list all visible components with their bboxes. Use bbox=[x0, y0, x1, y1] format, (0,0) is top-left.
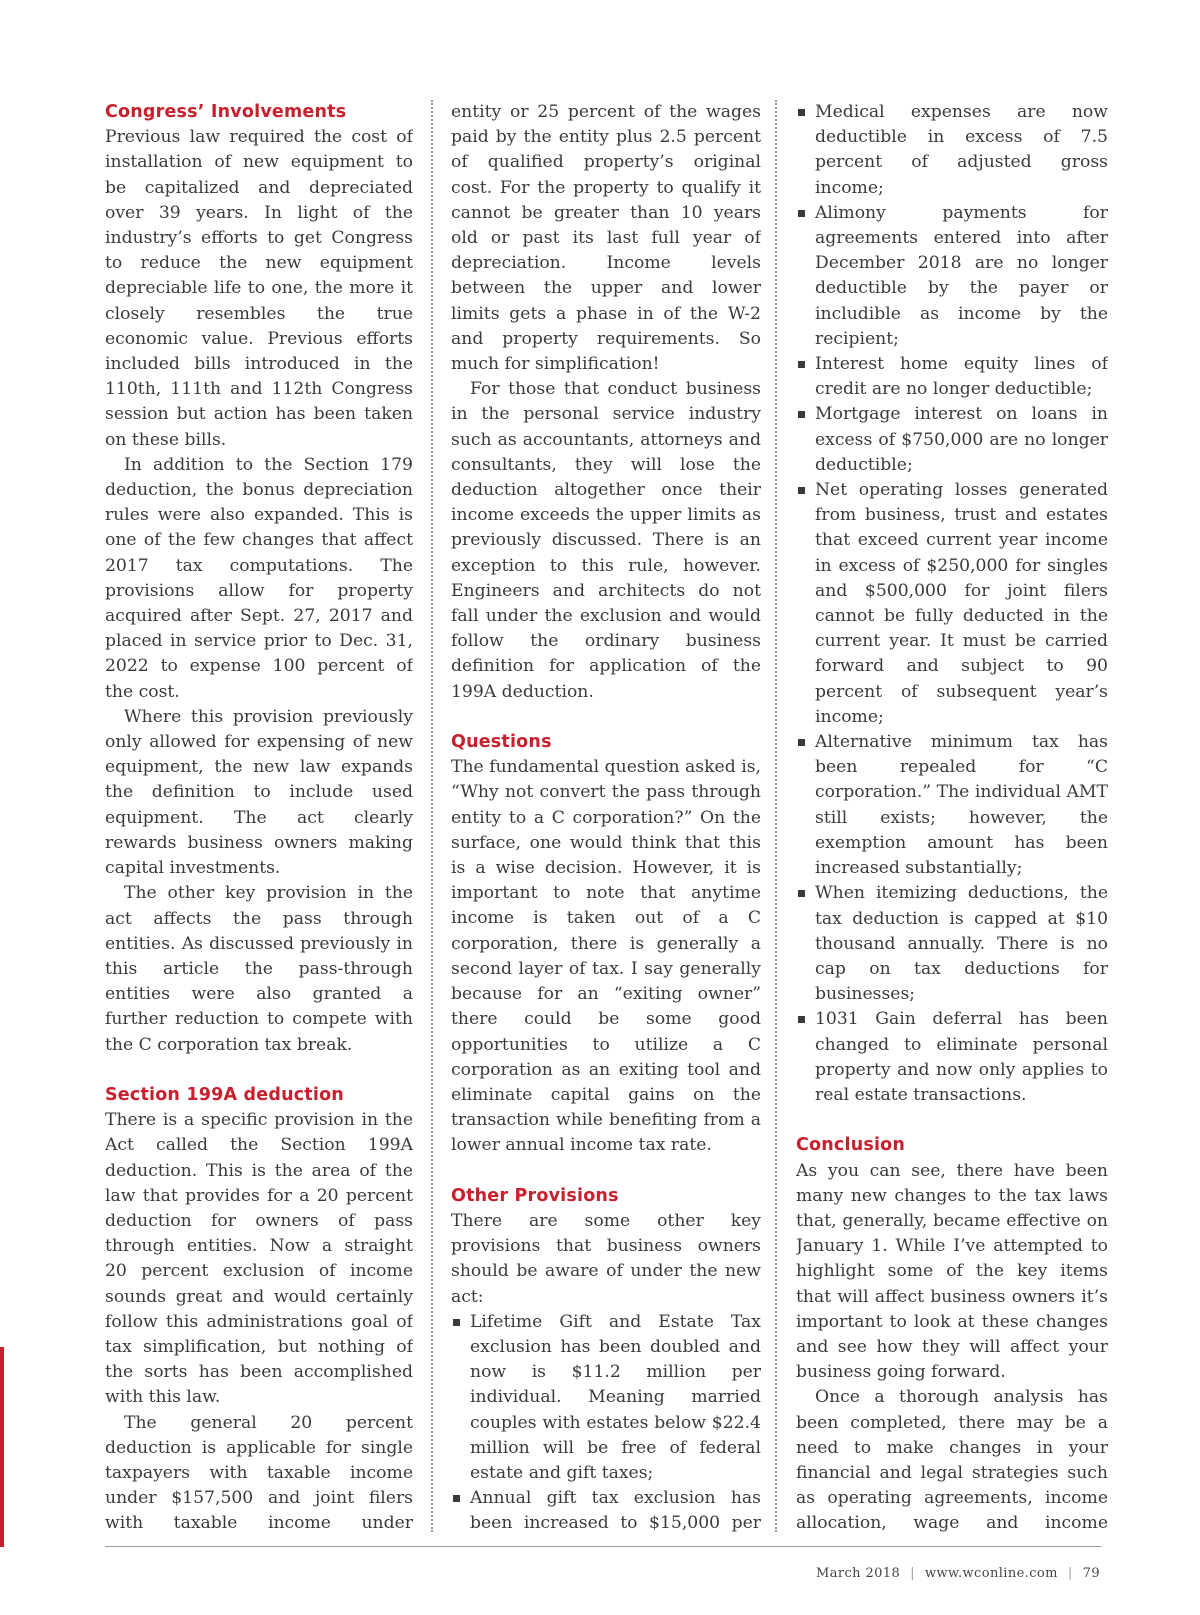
footer-separator: | bbox=[1067, 1566, 1073, 1581]
footer-separator: | bbox=[910, 1566, 915, 1581]
heading-other-provisions: Other Provisions bbox=[451, 1185, 619, 1206]
paragraph: In addition to the Section 179 deduction, the bonus depreciation rules were also expanded. This is one of the few changes that affect 2017 tax computations. The provisions allow for property acquired after Sept. 27, 2017 and placed in service prior to Dec. 31, 2022 to expense 100 percent of the cost. bbox=[105, 454, 413, 702]
provisions-list bbox=[451, 1310, 761, 1532]
page-edge-marker bbox=[0, 1347, 4, 1547]
paragraph: For those that conduct business in the personal service industry such as accountants, attorneys and consultants, they will lose the deduction altogether once their income exceeds the upper limits as previously discussed. There is an exception to this rule, however. Engineers and architects do not fall under the exclusion and would follow the ordinary business definition for application of the 199A deduction. bbox=[451, 379, 761, 702]
column-divider bbox=[431, 100, 433, 1532]
paragraph: The general 20 percent deduction is applicable for single taxpayers with taxable income under $157,500 and joint filers with taxable income under bbox=[105, 1412, 413, 1532]
footer-url[interactable]: www.wconline.com bbox=[924, 1566, 1058, 1581]
list-item: Net operating losses generated from business, trust and estates that exceed current year income in excess of $250,000 for singles and $500,000 for joint filers cannot be fully deducted in the current year. It must be carried forward and subject to 90 percent of subsequent year’s income; bbox=[796, 478, 1108, 730]
paragraph: entity or 25 percent of the wages paid by the entity plus 2.5 percent of qualified property’s original cost. For the property to qualify it cannot be greater than 10 years old or past its last full year of depreciation. Income levels between the upper and lower limits gets a phase in of the W-2 and property requirements. So much for simplification! bbox=[451, 102, 761, 375]
heading-questions: Questions bbox=[451, 732, 552, 753]
footer-rule bbox=[105, 1546, 1101, 1547]
list-item: 1031 Gain deferral has been changed to eliminate personal property and now only applies to real estate transactions. bbox=[796, 1007, 1108, 1108]
column-3 bbox=[796, 100, 1108, 1532]
paragraph: Previous law required the cost of installation of new equipment to be capitalized and depreciated over 39 years. In light of the industry’s efforts to get Congress to reduce the new equipment depreciable life to one, the more it closely resembles the true economic value. Previous efforts included bills introduced in the 110th, 111th and 112th Congress session but action has been taken on these bills. bbox=[105, 127, 413, 450]
list-item: Annual gift tax exclusion has been increased to $15,000 per bbox=[451, 1486, 761, 1532]
paragraph: Where this provision previously only allowed for expensing of new equipment, the new law expands the definition to include used equipment. The act clearly rewards business owners making capital investments. bbox=[105, 706, 413, 879]
column-divider bbox=[775, 100, 777, 1532]
paragraph: As you can see, there have been many new changes to the tax laws that, generally, became effective on January 1. While I’ve attempted to highlight some of the key items that will affect business owners it’s important to look at these changes and see how they will affect your business going forward. bbox=[796, 1160, 1108, 1383]
column-1 bbox=[105, 100, 413, 1532]
list-item: Medical expenses are now deductible in excess of 7.5 percent of adjusted gross income; bbox=[796, 100, 1108, 201]
list-item: Interest home equity lines of credit are no longer deductible; bbox=[796, 352, 1108, 402]
list-item: Alternative minimum tax has been repealed for “C corporation.” The individual AMT still exists; however, the exemption amount has been increased substantially; bbox=[796, 730, 1108, 881]
paragraph: Once a thorough analysis has been completed, there may be a need to make changes in your financial and legal strategies such as operating agreements, income allocation, wage and income bbox=[796, 1387, 1108, 1532]
paragraph: There is a specific provision in the Act called the Section 199A deduction. This is the area of the law that provides for a 20 percent deduction for owners of pass through entities. Now a straight 20 percent exclusion of income sounds great and would certainly follow this administrations goal of tax simplification, but nothing of the sorts has been accomplished with this law. bbox=[105, 1110, 413, 1408]
footer-issue: March 2018 bbox=[816, 1566, 901, 1581]
paragraph: There are some other key provisions that business owners should be aware of under the new act: bbox=[451, 1210, 761, 1307]
page-number: 79 bbox=[1082, 1566, 1100, 1581]
provisions-list-continued bbox=[796, 100, 1108, 1108]
column-2 bbox=[451, 100, 761, 1532]
paragraph: The other key provision in the act affects the pass through entities. As discussed previously in this article the pass-through entities were also granted a further reduction to compete with the C corporation tax break. bbox=[105, 883, 413, 1055]
heading-section-199a: Section 199A deduction bbox=[105, 1084, 344, 1105]
heading-congress-involvements: Congress’ Involvements bbox=[105, 102, 347, 122]
list-item: Mortgage interest on loans in excess of $750,000 are no longer deductible; bbox=[796, 402, 1108, 478]
list-item: Alimony payments for agreements entered into after December 2018 are no longer deductible by the payer or includible as income by the recipient; bbox=[796, 201, 1108, 352]
list-item: When itemizing deductions, the tax deduction is capped at $10 thousand annually. There is no cap on tax deductions for businesses; bbox=[796, 881, 1108, 1007]
page-footer bbox=[816, 1566, 1100, 1581]
list-item: Lifetime Gift and Estate Tax exclusion has been doubled and now is $11.2 million per individual. Meaning married couples with estates below $22.4 million will be free of federal estate and gift taxes; bbox=[451, 1310, 761, 1486]
heading-conclusion: Conclusion bbox=[796, 1135, 906, 1156]
paragraph: The fundamental question asked is, “Why not convert the pass through entity to a C corporation?” On the surface, one would think that this is a wise decision. However, it is important to note that anytime income is taken out of a C corporation, there is generally a second layer of tax. I say generally because for an “exiting owner” there could be some good opportunities to utilize a C corporation as an exiting tool and eliminate capital gains on the transaction while benefiting from a lower annual income tax rate. bbox=[451, 757, 761, 1156]
